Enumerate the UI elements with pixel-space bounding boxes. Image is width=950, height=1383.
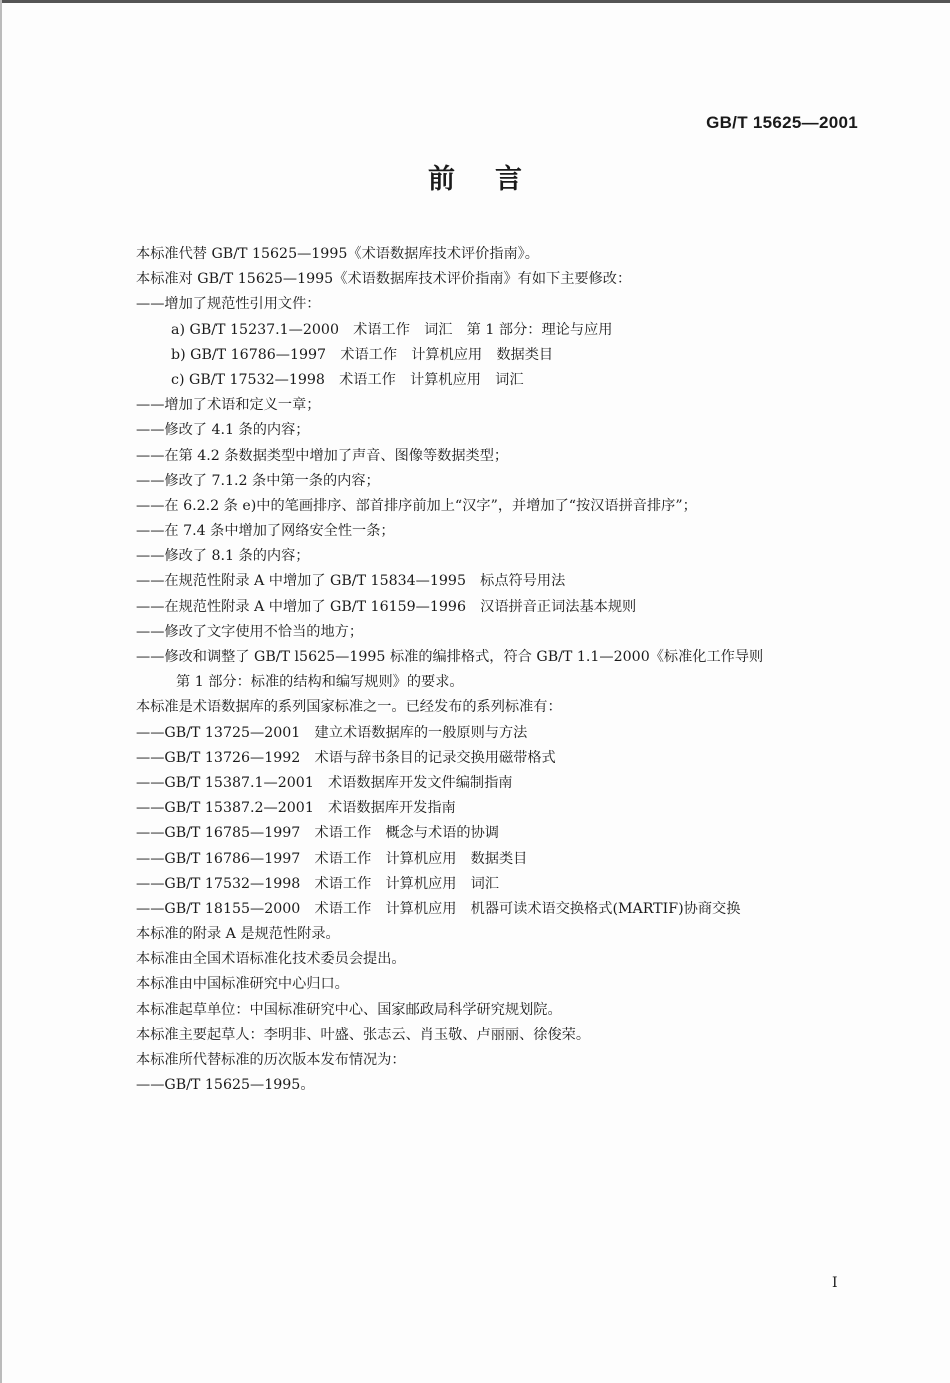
- text-line: ——GB/T 15387.2—2001 术语数据库开发指南: [136, 800, 456, 817]
- text-line: 本标准由全国术语标准化技术委员会提出。: [136, 951, 406, 968]
- text-line: ——修改了 8.1 条的内容；: [136, 548, 310, 565]
- text-line: ——GB/T 15387.1—2001 术语数据库开发文件编制指南: [136, 774, 513, 791]
- text-line: ——GB/T 15625—1995。: [136, 1077, 315, 1094]
- text-line: ——GB/T 13725—2001 建立术语数据库的一般原则与方法: [136, 724, 528, 741]
- text-line: ——在 6.2.2 条 e)中的笔画排序、部首排序前加上“汉字”，并增加了“按汉语拼音排序”；: [136, 497, 697, 514]
- page-top-edge: [0, 0, 950, 3]
- text-line: 本标准的附录 A 是规范性附录。: [136, 926, 340, 943]
- text-line: 本标准所代替标准的历次版本发布情况为：: [136, 1052, 406, 1068]
- text-line: a) GB/T 15237.1—2000 术语工作 词汇 第 1 部分：理论与应用: [171, 321, 613, 338]
- text-line: ——修改了文字使用不恰当的地方；: [136, 623, 364, 640]
- text-line: 本标准主要起草人：李明非、叶盛、张志云、肖玉敬、卢丽丽、徐俊荣。: [136, 1026, 591, 1043]
- text-line: 本标准起草单位：中国标准研究中心、国家邮政局科学研究规划院。: [136, 1001, 562, 1018]
- text-line: ——在规范性附录 A 中增加了 GB/T 15834—1995 标点符号用法: [136, 573, 566, 590]
- text-line: ——修改了 4.1 条的内容；: [136, 422, 310, 439]
- text-line: ——GB/T 16785—1997 术语工作 概念与术语的协调: [136, 825, 499, 842]
- foreword-body: [0, 242, 950, 1098]
- text-line: ——修改和调整了 GB/T l5625—1995 标准的编排格式，符合 GB/T 1.1—2000《标准化工作导则: [136, 649, 764, 665]
- text-line: ——GB/T 18155—2000 术语工作 计算机应用 机器可读术语交换格式(MARTIF)协商交换: [136, 900, 741, 917]
- text-line: 本标准由中国标准研究中心归口。: [136, 976, 349, 993]
- text-line: ——增加了规范性引用文件：: [136, 296, 321, 313]
- text-line: ——增加了术语和定义一章；: [136, 397, 321, 414]
- standard-code: GB/T 15625—2001: [706, 113, 858, 132]
- text-line: ——修改了 7.1.2 条中第一条的内容；: [136, 472, 380, 489]
- text-line: 本标准对 GB/T 15625—1995《术语数据库技术评价指南》有如下主要修改：: [136, 271, 632, 288]
- text-line: ——在第 4.2 条数据类型中增加了声音、图像等数据类型；: [136, 447, 509, 464]
- text-line: 本标准代替 GB/T 15625—1995《术语数据库技术评价指南》。: [136, 246, 539, 262]
- text-line: b) GB/T 16786—1997 术语工作 计算机应用 数据类目: [171, 346, 554, 363]
- text-line: 第 1 部分：标准的结构和编写规则》的要求。: [176, 674, 464, 691]
- text-line: ——GB/T 13726—1992 术语与辞书条目的记录交换用磁带格式: [136, 749, 556, 766]
- text-line: ——GB/T 17532—1998 术语工作 计算机应用 词汇: [136, 875, 499, 892]
- text-line: 本标准是术语数据库的系列国家标准之一。已经发布的系列标准有：: [136, 699, 562, 716]
- page-title: 前言: [428, 164, 562, 195]
- text-line: ——在 7.4 条中增加了网络安全性一条；: [136, 523, 395, 540]
- page-number: I: [832, 1275, 838, 1291]
- text-line: ——在规范性附录 A 中增加了 GB/T 16159—1996 汉语拼音正词法基本规则: [136, 598, 637, 615]
- text-line: ——GB/T 16786—1997 术语工作 计算机应用 数据类目: [136, 850, 528, 867]
- text-line: c) GB/T 17532—1998 术语工作 计算机应用 词汇: [171, 371, 524, 388]
